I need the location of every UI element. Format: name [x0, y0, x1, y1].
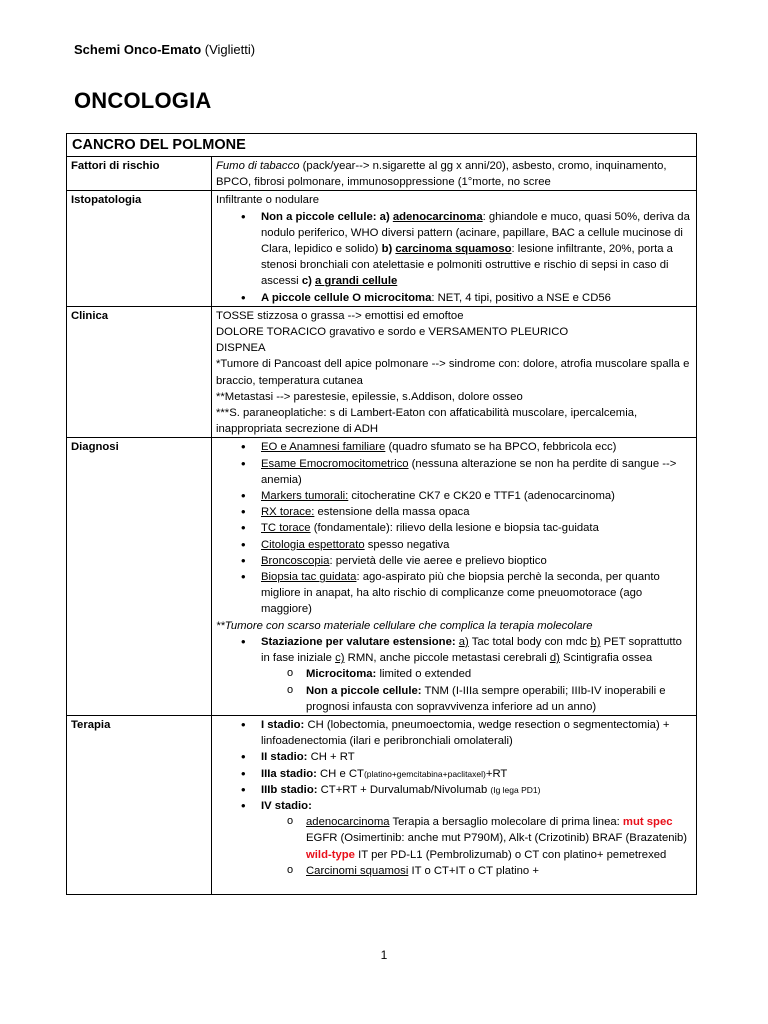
- staging-d-text: Scintigrafia ossea: [559, 652, 653, 665]
- clinica-line: TOSSE stizzosa o grassa --> emottisi ed emoftoe: [216, 309, 464, 322]
- row-label-rischio: Fattori di rischio: [67, 157, 212, 191]
- table-heading-row: [67, 134, 697, 157]
- table-heading: CANCRO DEL POLMONE: [67, 134, 697, 157]
- clinica-line: DOLORE TORACICO gravativo e sordo e VERSAMENTO PLEURICO: [216, 326, 569, 339]
- diag-item-text: (nessuna alterazione se non ha perdite di sangue --> anemia): [261, 457, 677, 486]
- list-item: [261, 863, 692, 879]
- table-row: [67, 438, 697, 715]
- row-label-clinica: Clinica: [67, 306, 212, 438]
- diag-item-text: (fondamentale): rilievo della lesione e biopsia tac-guidata: [310, 522, 599, 535]
- stage-iv-sublist: [261, 814, 692, 879]
- diagnosi-list: [216, 439, 692, 617]
- diag-item-head: RX torace:: [261, 506, 315, 519]
- stage-text: CH (lobectomia, pneumoectomia, wedge resection o segmentectomia) + linfoadenectomia (ilari e peribronchiali omolaterali): [261, 718, 670, 748]
- isto-b: b): [381, 243, 396, 256]
- stage-text: CH e CT: [316, 767, 364, 780]
- isto-grandi: a grandi cellule: [315, 275, 398, 288]
- isto-list: [216, 209, 692, 306]
- stage-text: CH + RT: [307, 751, 355, 764]
- stage-small-text: (Ig lega PD1): [490, 784, 541, 795]
- list-item: [261, 666, 692, 682]
- isto-intro: Infiltrante o nodulare: [216, 194, 319, 207]
- row-label-terapia: Terapia: [67, 715, 212, 894]
- diag-item-head: Citologia espettorato: [261, 538, 365, 551]
- stage-small-text: (platino+gemcitabina+paclitaxel): [363, 768, 486, 779]
- row-content-rischio: [212, 157, 697, 191]
- row-content-clinica: [212, 306, 697, 438]
- stage-head: I stadio:: [261, 718, 305, 731]
- section-title: ONCOLOGIA: [74, 88, 212, 113]
- table-row: [67, 157, 697, 191]
- diag-item-head: Markers tumorali:: [261, 490, 349, 503]
- row-label-isto: Istopatologia: [67, 191, 212, 306]
- clinica-line: ***S. paraneoplatiche: s di Lambert-Eaton con affaticabilità muscolare, ipercalcemia, inappropriata secrezione di ADH: [216, 407, 638, 436]
- rischio-text: (pack/year--> n.sigarette al gg x anni/20), asbesto, cromo, inquinamento, BPCO, fibrosi polmonare, immunosoppressione (1°morte, no scree: [216, 160, 667, 189]
- row-content-isto: [212, 191, 697, 306]
- adeno-text2: EGFR (Osimertinib: anche mut P790M), Alk-t (Crizotinib) BRAF (Brazatenib): [306, 832, 688, 845]
- terapia-content: [216, 717, 692, 894]
- diag-item-text: estensione della massa opaca: [314, 506, 470, 519]
- isto-b2-head: A piccole cellule O microcitoma: [261, 291, 432, 304]
- staging-sub1-text: limited o extended: [376, 668, 472, 681]
- isto-c: c): [301, 275, 315, 288]
- diag-item-head: TC torace: [261, 522, 311, 535]
- wild-type-label: wild-type: [306, 848, 355, 861]
- stage-head: IIIb stadio:: [261, 783, 318, 796]
- diag-item-text: : ago-aspirato più che biopsia perchè la seconda, per quanto migliore in anapat, ha alto rischio di complicanze come pneuomotorace (ago maggiore): [261, 571, 660, 616]
- list-item: [216, 782, 692, 798]
- diag-item-head: Biopsia tac guidata: [261, 571, 357, 584]
- staging-sub2-head: Non a piccole cellule:: [306, 684, 422, 697]
- list-item: [216, 569, 692, 618]
- stage-head: IIIa stadio:: [261, 767, 317, 780]
- squam-text: IT o CT+IT o CT platino +: [408, 864, 539, 877]
- list-item: [216, 456, 692, 488]
- adeno-text3: IT per PD-L1 (Pembrolizumab) o CT con platino+ pemetrexed: [354, 848, 667, 861]
- terapia-list: [216, 717, 692, 879]
- staging-head: Staziazione per valutare estensione:: [261, 635, 459, 648]
- list-item: [261, 683, 692, 715]
- stage-head: IV stadio:: [261, 799, 312, 812]
- list-item: [216, 749, 692, 765]
- clinica-line: **Metastasi --> parestesie, epilessie, s.Addison, dolore osseo: [216, 390, 523, 403]
- diagnosi-note: **Tumore con scarso materiale cellulare che complica la terapia molecolare: [216, 619, 593, 632]
- isto-a: a): [379, 210, 393, 223]
- staging-sublist: [261, 666, 692, 715]
- mut-spec-label: mut spec: [622, 816, 673, 829]
- list-item: [216, 439, 692, 455]
- squam-head: Carcinomi squamosi: [306, 864, 409, 877]
- list-item: [216, 553, 692, 569]
- staging-c-text: RMN, anche piccole metastasi cerebrali: [344, 652, 550, 665]
- staging-a-text: Tac total body con mdc: [468, 635, 591, 648]
- clinica-line: *Tumore di Pancoast dell apice polmonare --> sindrome con: dolore, atrofia muscolare spalla e braccio, temperatura cutanea: [216, 358, 690, 387]
- fumo-text: Fumo di tabacco: [216, 160, 300, 172]
- staging-sub2-text: TNM (I-IIIa sempre operabili; IIIb-IV inoperabili e prognosi infausta con sopravvivenza inferiore ad un anno): [306, 684, 666, 713]
- table-row: [67, 306, 697, 438]
- list-item: [261, 814, 692, 863]
- isto-b1-head: Non a piccole cellule:: [261, 210, 380, 223]
- row-content-diagnosi: [212, 438, 697, 715]
- list-item: [216, 766, 692, 782]
- staging-d: d): [549, 652, 560, 665]
- table-row: [67, 191, 697, 306]
- staging-list: [216, 634, 692, 715]
- staging-b-text: PET soprattutto in fase iniziale: [261, 635, 682, 665]
- list-item: [216, 717, 692, 749]
- diag-item-head: Broncoscopia: [261, 554, 330, 567]
- list-item: [216, 488, 692, 504]
- stage-text: +RT: [485, 767, 508, 780]
- isto-text1: : ghiandole e muco, quasi 50%, deriva da nodulo periferico, WHO diversi pattern (acinare, papillare, BAC a cellule mucinose di Clara, lepidico e solido): [261, 210, 690, 256]
- row-content-terapia: [212, 715, 697, 894]
- clinica-line: DISPNEA: [216, 342, 266, 355]
- page-number: 1: [380, 948, 388, 962]
- list-item: [216, 209, 692, 290]
- diag-item-text: (quadro sfumato se ha BPCO, febbricola ecc): [385, 441, 617, 454]
- diag-item-head: Esame Emocromocitometrico: [261, 457, 409, 470]
- diag-item-text: spesso negativa: [364, 538, 450, 551]
- list-item: [216, 634, 692, 715]
- header-title: Schemi Onco-Emato: [74, 42, 202, 57]
- isto-b2-text: : NET, 4 tipi, positivo a NSE e CD56: [431, 291, 611, 304]
- isto-text2: : lesione infiltrante, 20%, porta a stenosi bronchiali con atelettasie e polmoniti ostruttive e rischio di sepsi in caso di ascessi: [261, 243, 673, 288]
- lung-cancer-table: [66, 133, 697, 895]
- row-label-diagnosi: Diagnosi: [67, 438, 212, 715]
- diag-item-head: EO e Anamnesi familiare: [261, 441, 386, 454]
- adeno-text: Terapia a bersaglio molecolare di prima linea:: [389, 816, 620, 829]
- diag-item-text: citocheratine CK7 e CK20 e TTF1 (adenocarcinoma): [348, 490, 615, 503]
- staging-a: a): [458, 635, 469, 648]
- staging-b: b): [590, 635, 601, 648]
- table-row: [67, 715, 697, 894]
- running-header: [74, 42, 255, 57]
- adeno-head: adenocarcinoma: [306, 816, 390, 829]
- isto-adeno: adenocarcinoma: [392, 210, 483, 223]
- diag-item-text: : pervietà delle vie aeree e prelievo bioptico: [329, 554, 547, 567]
- header-author: (Viglietti): [204, 42, 256, 57]
- list-item: [216, 537, 692, 553]
- list-item: [216, 798, 692, 879]
- stage-text: CT+RT + Durvalumab/Nivolumab: [317, 783, 491, 796]
- staging-c: c): [335, 652, 345, 665]
- list-item: [216, 504, 692, 520]
- list-item: [216, 290, 692, 306]
- isto-squam: carcinoma squamoso: [395, 243, 512, 256]
- list-item: [216, 520, 692, 536]
- stage-head: II stadio:: [261, 751, 308, 764]
- staging-sub1-head: Microcitoma:: [306, 668, 377, 681]
